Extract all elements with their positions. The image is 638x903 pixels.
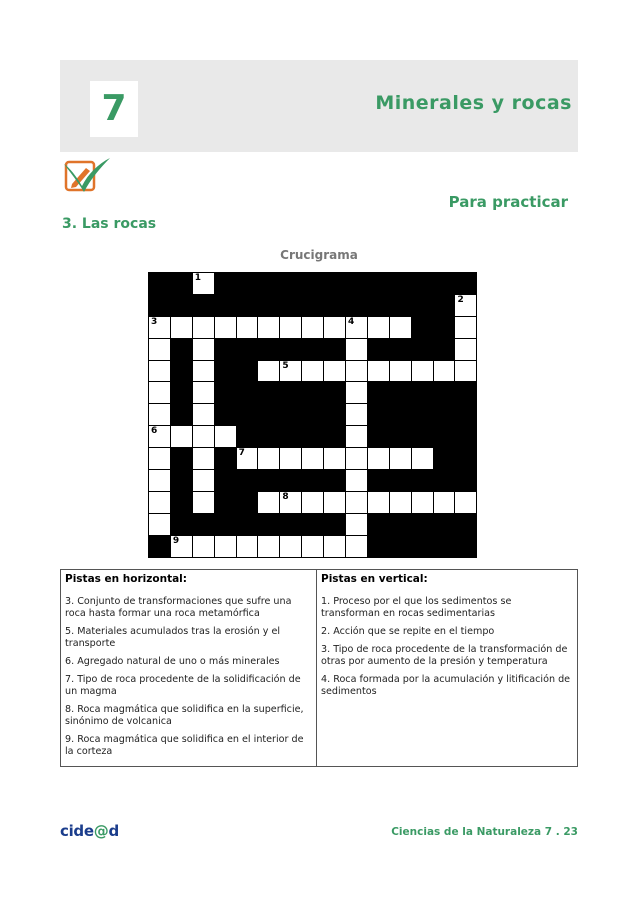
crossword-cell[interactable] — [149, 513, 171, 535]
crossword-block — [411, 404, 433, 426]
crossword-block — [367, 404, 389, 426]
clue-number: 2 — [457, 294, 464, 305]
crossword-block — [411, 513, 433, 535]
crossword-block — [258, 294, 280, 316]
crossword-block — [324, 426, 346, 448]
crossword-cell[interactable] — [280, 491, 302, 513]
logo-prefix: cide — [60, 822, 94, 840]
crossword-row — [149, 448, 477, 470]
horizontal-clues — [61, 570, 317, 766]
crossword-cell[interactable] — [258, 491, 280, 513]
crossword-block — [367, 535, 389, 557]
crossword-cell[interactable] — [280, 448, 302, 470]
crossword-block — [214, 338, 236, 360]
crossword-cell[interactable] — [258, 316, 280, 338]
crossword-cell[interactable] — [192, 273, 214, 295]
crossword-block — [389, 535, 411, 557]
crossword-block — [302, 404, 324, 426]
crossword-block — [389, 338, 411, 360]
crossword-cell[interactable] — [192, 535, 214, 557]
crossword-block — [280, 294, 302, 316]
crossword-cell[interactable] — [280, 360, 302, 382]
crossword-block — [170, 360, 192, 382]
crossword-cell[interactable] — [192, 382, 214, 404]
clue-item: 8. Roca magmática que solidifica en la superficie, sinónimo de volcanica — [65, 704, 304, 727]
crossword-block — [236, 491, 258, 513]
crossword-cell[interactable] — [346, 360, 368, 382]
unit-number: 7 — [90, 81, 138, 137]
crossword-block — [455, 513, 477, 535]
crossword-block — [258, 338, 280, 360]
crossword-row — [149, 404, 477, 426]
clue-item: 7. Tipo de roca procedente de la solidificación de un magma — [65, 674, 301, 697]
section-title: 3. Las rocas — [62, 216, 157, 232]
crossword-block — [302, 382, 324, 404]
crossword-cell[interactable] — [389, 316, 411, 338]
crossword-cell[interactable] — [455, 316, 477, 338]
crossword-cell[interactable] — [433, 360, 455, 382]
clue-item: 5. Materiales acumulados tras la erosión y el transporte — [65, 626, 281, 649]
crossword-cell[interactable] — [149, 338, 171, 360]
crossword-block — [170, 470, 192, 492]
crossword-cell[interactable] — [170, 426, 192, 448]
crossword-block — [302, 273, 324, 295]
crossword-block — [214, 470, 236, 492]
crossword-block — [258, 404, 280, 426]
crossword-block — [411, 426, 433, 448]
crossword-block — [455, 535, 477, 557]
crossword-cell[interactable] — [192, 470, 214, 492]
crossword-block — [433, 535, 455, 557]
crossword-cell[interactable] — [214, 426, 236, 448]
crossword-block — [170, 382, 192, 404]
crossword-block — [236, 360, 258, 382]
crossword-cell[interactable] — [149, 360, 171, 382]
crossword-cell[interactable] — [346, 491, 368, 513]
crossword-block — [346, 294, 368, 316]
crossword-block — [280, 338, 302, 360]
crossword-cell[interactable] — [302, 316, 324, 338]
crossword-block — [302, 426, 324, 448]
crossword-block — [411, 273, 433, 295]
crossword-block — [258, 426, 280, 448]
crossword-block — [433, 513, 455, 535]
crossword-block — [411, 338, 433, 360]
crossword-block — [214, 404, 236, 426]
crossword-cell[interactable] — [367, 448, 389, 470]
crossword-block — [433, 338, 455, 360]
clue-number: 7 — [238, 448, 245, 459]
crossword-block — [389, 470, 411, 492]
crossword-row — [149, 513, 477, 535]
crossword-block — [324, 404, 346, 426]
crossword-cell[interactable] — [455, 360, 477, 382]
crossword-block — [192, 294, 214, 316]
crossword-cell[interactable] — [258, 535, 280, 557]
clue-number: 4 — [348, 316, 355, 327]
crossword-block — [192, 513, 214, 535]
crossword-cell[interactable] — [214, 535, 236, 557]
crossword-cell[interactable] — [302, 448, 324, 470]
crossword-cell[interactable] — [280, 535, 302, 557]
crossword-row — [149, 360, 477, 382]
clue-item: 3. Tipo de roca procedente de la transformación de otras por aumento de la presión y temperatura — [321, 644, 568, 667]
vertical-clues-title: Pistas en vertical: — [321, 573, 428, 585]
crossword-cell[interactable] — [324, 491, 346, 513]
crossword-block — [455, 426, 477, 448]
crossword-block — [433, 448, 455, 470]
crossword-block — [389, 426, 411, 448]
chapter-title: Minerales y rocas — [375, 92, 572, 114]
crossword-block — [236, 470, 258, 492]
crossword-cell[interactable] — [346, 470, 368, 492]
crossword-cell[interactable] — [149, 470, 171, 492]
crossword-row — [149, 382, 477, 404]
crossword-block — [455, 382, 477, 404]
crossword-cell[interactable] — [302, 491, 324, 513]
crossword-block — [170, 404, 192, 426]
crossword-cell[interactable] — [149, 426, 171, 448]
crossword-block — [302, 470, 324, 492]
crossword-cell[interactable] — [389, 448, 411, 470]
crossword-block — [236, 273, 258, 295]
crossword-block — [280, 470, 302, 492]
crossword-block — [411, 294, 433, 316]
crossword-block — [280, 382, 302, 404]
crossword-block — [367, 273, 389, 295]
crossword-cell[interactable] — [367, 491, 389, 513]
crossword-block — [258, 513, 280, 535]
crossword-cell[interactable] — [389, 491, 411, 513]
crossword-row — [149, 316, 477, 338]
crossword-block — [433, 426, 455, 448]
crossword-title: Crucigrama — [280, 248, 358, 262]
crossword-cell[interactable] — [455, 338, 477, 360]
crossword-block — [324, 382, 346, 404]
crossword-cell[interactable] — [346, 448, 368, 470]
crossword-block — [236, 382, 258, 404]
crossword-row — [149, 426, 477, 448]
crossword-block — [324, 513, 346, 535]
crossword-block — [455, 273, 477, 295]
crossword-block — [433, 294, 455, 316]
crossword-block — [433, 470, 455, 492]
crossword-cell[interactable] — [346, 316, 368, 338]
crossword-cell[interactable] — [302, 360, 324, 382]
crossword-block — [236, 338, 258, 360]
crossword-cell[interactable] — [455, 294, 477, 316]
crossword-block — [367, 470, 389, 492]
crossword-block — [302, 294, 324, 316]
crossword-block — [302, 513, 324, 535]
clues-box — [60, 569, 578, 767]
crossword-block — [433, 316, 455, 338]
crossword-block — [455, 404, 477, 426]
crossword-block — [236, 404, 258, 426]
clue-item: 6. Agregado natural de uno o más minerales — [65, 656, 280, 667]
crossword-block — [214, 360, 236, 382]
crossword-cell[interactable] — [149, 448, 171, 470]
crossword-cell[interactable] — [346, 513, 368, 535]
crossword-block — [367, 382, 389, 404]
logo-suffix: d — [108, 822, 119, 840]
crossword-block — [389, 294, 411, 316]
crossword-cell[interactable] — [192, 448, 214, 470]
clue-number: 5 — [282, 360, 289, 371]
crossword-block — [433, 382, 455, 404]
crossword-block — [170, 338, 192, 360]
crossword-block — [214, 294, 236, 316]
crossword-block — [149, 294, 171, 316]
crossword-block — [455, 470, 477, 492]
crossword-block — [367, 513, 389, 535]
crossword-cell[interactable] — [346, 404, 368, 426]
crossword-cell[interactable] — [346, 426, 368, 448]
crossword-row — [149, 491, 477, 513]
clue-number: 8 — [282, 491, 289, 502]
crossword-block — [433, 404, 455, 426]
crossword-block — [149, 535, 171, 557]
crossword-block — [280, 404, 302, 426]
crossword-block — [411, 470, 433, 492]
crossword-block — [324, 294, 346, 316]
crossword-block — [258, 470, 280, 492]
clue-item: 1. Proceso por el que los sedimentos se transforman en rocas sedimentarias — [321, 596, 512, 619]
clue-item: 2. Acción que se repite en el tiempo — [321, 626, 495, 637]
vertical-clues — [317, 570, 577, 766]
crossword-cell[interactable] — [149, 316, 171, 338]
crossword-cell[interactable] — [455, 491, 477, 513]
horizontal-clues-title: Pistas en horizontal: — [65, 573, 187, 585]
crossword-block — [149, 273, 171, 295]
crossword-cell[interactable] — [149, 491, 171, 513]
crossword-cell[interactable] — [192, 491, 214, 513]
crossword-cell[interactable] — [149, 404, 171, 426]
crossword-cell[interactable] — [324, 535, 346, 557]
clue-item: 4. Roca formada por la acumulación y litificación de sedimentos — [321, 674, 571, 697]
crossword-block — [258, 273, 280, 295]
crossword-cell[interactable] — [346, 338, 368, 360]
practice-title: Para practicar — [448, 193, 568, 211]
crossword-block — [214, 513, 236, 535]
crossword-block — [170, 513, 192, 535]
crossword-row — [149, 338, 477, 360]
clue-item: 3. Conjunto de transformaciones que sufre una roca hasta formar una roca metamórfica — [65, 596, 292, 619]
crossword-block — [389, 273, 411, 295]
crossword-block — [280, 426, 302, 448]
crossword-row — [149, 273, 477, 295]
clue-number: 3 — [151, 316, 158, 327]
crossword-cell[interactable] — [192, 426, 214, 448]
crossword-cell[interactable] — [324, 448, 346, 470]
crossword-block — [411, 316, 433, 338]
crossword-cell[interactable] — [192, 316, 214, 338]
crossword-block — [433, 273, 455, 295]
clue-item: 9. Roca magmática que solidifica en el interior de la corteza — [65, 734, 304, 757]
crossword-cell[interactable] — [367, 316, 389, 338]
crossword-row — [149, 294, 477, 316]
logo-at: @ — [93, 822, 109, 840]
crossword-cell[interactable] — [192, 338, 214, 360]
crossword-cell[interactable] — [433, 491, 455, 513]
clue-number: 1 — [194, 273, 202, 283]
crossword-block — [324, 470, 346, 492]
crossword-block — [455, 448, 477, 470]
crossword-block — [214, 491, 236, 513]
crossword-block — [236, 426, 258, 448]
crossword-block — [170, 491, 192, 513]
crossword-cell[interactable] — [324, 316, 346, 338]
crossword-cell[interactable] — [236, 316, 258, 338]
crossword-cell[interactable] — [389, 360, 411, 382]
crossword-block — [170, 448, 192, 470]
pencil-check-icon — [60, 154, 112, 196]
crossword-cell[interactable] — [170, 535, 192, 557]
crossword-block — [236, 513, 258, 535]
crossword-block — [411, 535, 433, 557]
crossword-row — [149, 470, 477, 492]
crossword-cell[interactable] — [149, 382, 171, 404]
crossword-cell[interactable] — [346, 535, 368, 557]
crossword-block — [346, 273, 368, 295]
crossword-block — [389, 382, 411, 404]
crossword-block — [280, 273, 302, 295]
crossword-block — [214, 448, 236, 470]
crossword-block — [324, 338, 346, 360]
crossword-block — [389, 513, 411, 535]
crossword-cell[interactable] — [170, 316, 192, 338]
crossword-block — [367, 294, 389, 316]
crossword-block — [214, 273, 236, 295]
crossword-cell[interactable] — [302, 535, 324, 557]
footer-page-text: Ciencias de la Naturaleza 7 . 23 — [391, 826, 578, 838]
crossword-cell[interactable] — [192, 360, 214, 382]
crossword-cell[interactable] — [280, 316, 302, 338]
crossword-grid — [148, 272, 477, 558]
crossword-block — [302, 338, 324, 360]
crossword-block — [411, 382, 433, 404]
clue-number: 9 — [172, 535, 180, 546]
crossword-cell[interactable] — [236, 535, 258, 557]
crossword-cell[interactable] — [367, 360, 389, 382]
cideed-logo — [60, 822, 119, 840]
crossword-block — [367, 338, 389, 360]
crossword-cell[interactable] — [411, 448, 433, 470]
crossword-cell[interactable] — [346, 382, 368, 404]
crossword-cell[interactable] — [324, 360, 346, 382]
crossword-cell[interactable] — [258, 360, 280, 382]
crossword-cell[interactable] — [192, 404, 214, 426]
crossword-block — [280, 513, 302, 535]
crossword-block — [170, 273, 192, 295]
crossword-block — [367, 426, 389, 448]
crossword-block — [258, 382, 280, 404]
crossword-cell[interactable] — [411, 360, 433, 382]
crossword-block — [170, 294, 192, 316]
crossword-cell[interactable] — [411, 491, 433, 513]
crossword-block — [389, 404, 411, 426]
crossword-cell[interactable] — [258, 448, 280, 470]
crossword-cell[interactable] — [236, 448, 258, 470]
clue-number: 6 — [151, 426, 158, 437]
crossword-block — [236, 294, 258, 316]
crossword-row — [149, 535, 477, 557]
crossword-cell[interactable] — [214, 316, 236, 338]
crossword-block — [214, 382, 236, 404]
crossword-block — [324, 273, 346, 295]
